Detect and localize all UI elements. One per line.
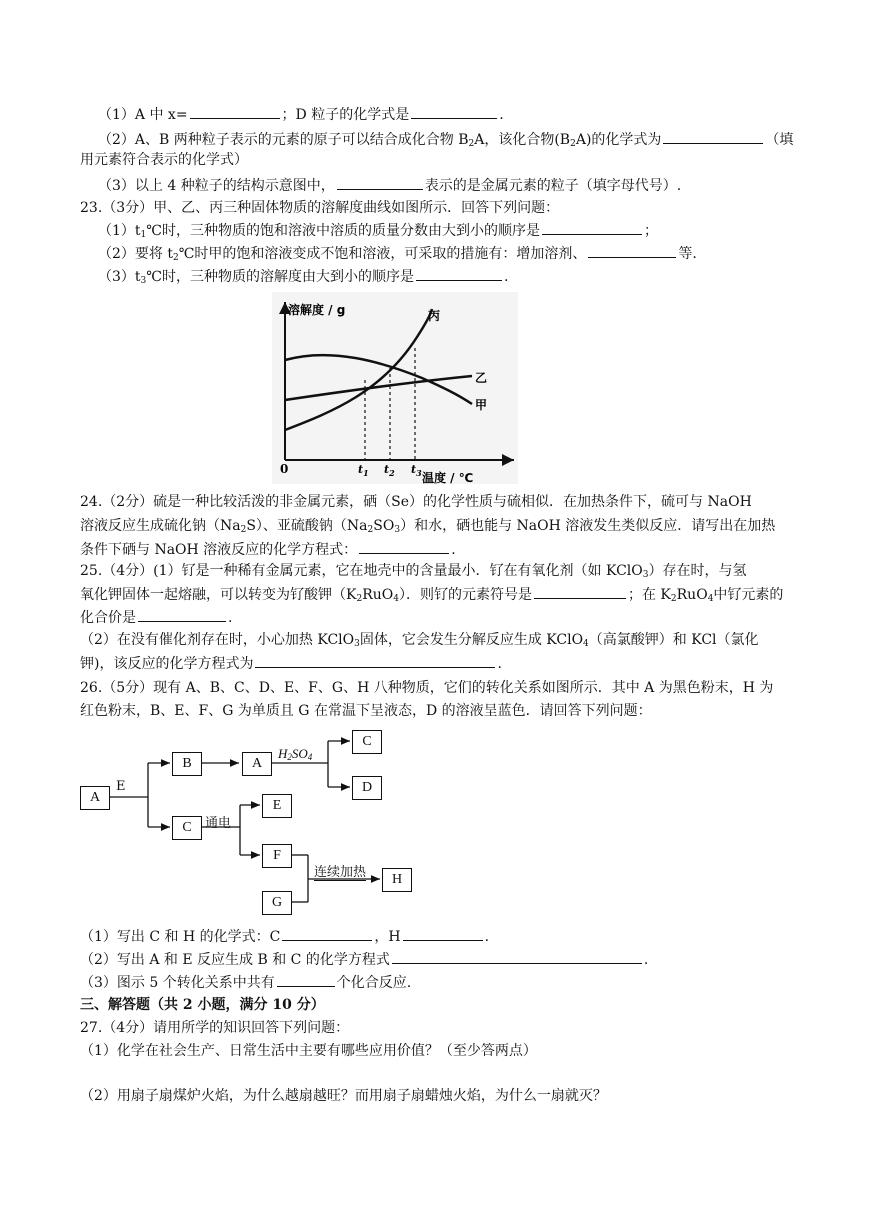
transformation-diagram <box>78 727 438 922</box>
tick-label-t3: $t_3$ <box>411 463 422 478</box>
text: 条件下硒与 NaOH 溶液反应的化学方程式： <box>80 542 358 558</box>
node-C: C <box>172 816 202 840</box>
text: . <box>499 107 504 123</box>
text: H <box>278 746 288 761</box>
node-G: G <box>262 891 292 915</box>
answer-blank[interactable] <box>542 220 642 235</box>
text: . <box>451 542 456 558</box>
y-axis-label: 溶解度 / g <box>288 303 346 317</box>
answer-blank[interactable] <box>282 926 372 941</box>
q24-line1: 24.（2分）硫是一种比较活泼的非金属元素，硒（Se）的化学性质与硫相似．在加热条件下，硫可与 NaOH <box>80 494 752 510</box>
text: 等. <box>678 246 697 262</box>
answer-blank[interactable] <box>190 104 280 119</box>
text: ℃时甲的饱和溶液变成不饱和溶液，可采取的措施有：增加溶剂、 <box>178 246 587 262</box>
subscript: 2 <box>240 525 247 535</box>
text: （3）t <box>98 269 141 285</box>
node-B: B <box>172 752 202 776</box>
q27-part1: （1）化学在社会生产、日常生活中主要有哪些应用价值？（至少答两点） <box>80 1043 537 1059</box>
text: （填 <box>765 132 794 148</box>
text: . <box>497 656 502 672</box>
subscript: 2 <box>570 139 576 149</box>
subscript: 3 <box>394 525 401 535</box>
text: RuO <box>676 587 708 603</box>
q25-line2 <box>80 584 783 609</box>
text: A)的化学式为 <box>575 132 662 148</box>
text: . <box>228 610 233 626</box>
label-h2so4 <box>278 746 312 762</box>
answer-blank[interactable] <box>411 104 497 119</box>
text: （1）写出 C 和 H 的化学式：C <box>80 929 281 945</box>
q25-line3 <box>80 607 232 628</box>
answer-blank[interactable] <box>359 539 449 554</box>
text: 个化合反应. <box>336 975 412 991</box>
text: ；D 粒子的化学式是 <box>281 107 410 123</box>
subscript: 2 <box>670 594 677 604</box>
subscript: 3 <box>140 276 147 286</box>
answer-blank[interactable] <box>588 243 676 258</box>
text: SO <box>373 518 395 534</box>
series-label-jia: 甲 <box>475 398 488 412</box>
node-F: F <box>262 844 292 868</box>
text: . <box>503 269 509 285</box>
text: （2）写出 A 和 E 反应生成 B 和 C 的化学方程式 <box>80 952 390 968</box>
q22-part2-cont: 用元素符合表示的化学式） <box>80 152 248 168</box>
text: ）和水，硒也能与 NaOH 溶液发生类似反应．请写出在加热 <box>400 518 776 534</box>
label-E-reactant: E <box>116 779 126 794</box>
q23-part1 <box>98 220 658 245</box>
q25-line5 <box>80 653 502 674</box>
text: . <box>484 929 490 945</box>
text: （2）在没有催化剂存在时，小心加热 KClO <box>80 632 355 648</box>
answer-blank[interactable] <box>337 175 423 190</box>
text: （2）要将 t <box>98 246 173 262</box>
text: ℃时，三种物质的溶解度由大到小的顺序是 <box>146 269 414 285</box>
q25-line1 <box>80 561 746 585</box>
subscript: 4 <box>307 752 313 762</box>
text: 化合价是 <box>80 610 136 626</box>
series-label-yi: 乙 <box>475 371 488 385</box>
text: 25.（4分）(1）钌是一种稀有金属元素，它在地壳中的含量最小．钌在有氧化剂（如 KClO <box>80 563 643 579</box>
text: 表示的是金属元素的粒子（填字母代号）. <box>424 178 682 194</box>
text: ；在 K <box>627 587 671 603</box>
answer-blank[interactable] <box>403 926 483 941</box>
q22-part1 <box>98 104 504 125</box>
q26-part3 <box>80 972 411 993</box>
text: 钾)，该反应的化学方程式为 <box>80 656 254 672</box>
solubility-chart-svg <box>272 292 518 484</box>
text: ℃时，三种物质的饱和溶液中溶质的质量分数由大到小的顺序是 <box>146 223 540 239</box>
q26-line1: 26.（5分）现有 A、B、C、D、E、F、G、H 八种物质，它们的转化关系如图所示．其中 A 为黑色粉末，H 为 <box>80 680 774 696</box>
q27-heading: 27.（4分）请用所学的知识回答下列问题： <box>80 1020 350 1036</box>
node-A-second: A <box>242 752 272 776</box>
q23-part2 <box>98 243 697 268</box>
answer-blank[interactable] <box>416 266 502 281</box>
node-E: E <box>262 794 292 818</box>
answer-blank[interactable] <box>277 972 335 987</box>
label-continuous-heating: 连续加热 <box>314 861 366 881</box>
node-H: H <box>382 868 412 892</box>
subscript: 3 <box>642 570 649 580</box>
q26-line2: 红色粉末，B、E、F、G 为单质且 G 在常温下呈液态，D 的溶液呈蓝色．请回答下列问题： <box>80 703 652 719</box>
text: ）存在时，与氢 <box>648 563 747 579</box>
text: ； <box>643 223 658 239</box>
subscript: 4 <box>707 594 714 604</box>
series-label-bing: 丙 <box>428 309 441 323</box>
answer-blank[interactable] <box>255 653 495 668</box>
node-A: A <box>80 786 110 810</box>
node-C-top: C <box>352 730 382 754</box>
text: （3）以上 4 种粒子的结构示意图中， <box>98 178 335 194</box>
q23-part3 <box>98 266 508 291</box>
text: （1）A 中 x= <box>98 107 188 123</box>
subscript: 4 <box>583 639 589 649</box>
text: 中钌元素的 <box>713 587 784 603</box>
subscript: 4 <box>393 594 399 604</box>
q24-line2 <box>80 516 775 540</box>
text: A，该化合物(B <box>474 132 571 148</box>
q26-part2 <box>80 949 648 970</box>
q26-part1 <box>80 926 489 947</box>
text: SO <box>291 746 308 761</box>
q22-part3 <box>98 175 681 196</box>
section-heading: 三、解答题（共 2 小题，满分 10 分） <box>80 997 325 1013</box>
text: ）．则钌的元素符号是 <box>398 587 532 603</box>
label-electrolysis: 通电 <box>205 816 232 831</box>
subscript: 1 <box>140 230 147 240</box>
q27-part2: （2）用扇子扇煤炉火焰，为什么越扇越旺？而用扇子扇蜡烛火焰，为什么一扇就灭？ <box>80 1088 607 1104</box>
answer-blank[interactable] <box>392 949 642 964</box>
text: 固体，它会发生分解反应生成 KClO <box>359 632 584 648</box>
text: （2）A、B 两种粒子表示的元素的原子可以结合成化合物 B <box>98 132 469 148</box>
text: ，H <box>374 929 401 945</box>
q24-line3 <box>80 539 456 560</box>
answer-blank[interactable] <box>663 129 763 144</box>
subscript: 2 <box>287 752 292 762</box>
text: S）、亚硫酸钠（Na <box>246 518 368 534</box>
subscript: 2 <box>367 525 374 535</box>
series-line-bing <box>285 309 432 430</box>
tick-label-t2: $t_2$ <box>384 463 395 478</box>
subscript: 2 <box>356 594 363 604</box>
tick-label-t1: $t_1$ <box>358 463 369 478</box>
x-axis-label: 温度 / ℃ <box>422 471 474 484</box>
answer-blank[interactable] <box>138 607 226 622</box>
subscript: 2 <box>468 139 475 149</box>
text: （高氯酸钾）和 KCl（氯化 <box>588 632 759 648</box>
text: （3）图示 5 个转化关系中共有 <box>80 975 275 991</box>
text: RuO <box>362 587 394 603</box>
solubility-chart <box>272 292 518 484</box>
q23-heading: 23.（3分）甲、乙、丙三种固体物质的溶解度曲线如图所示．回答下列问题： <box>80 200 560 216</box>
text: （1）t <box>98 223 141 239</box>
answer-blank[interactable] <box>534 584 626 599</box>
subscript: 3 <box>354 639 360 649</box>
subscript: 2 <box>172 253 179 263</box>
q25-line4 <box>80 630 759 654</box>
node-D: D <box>352 776 382 800</box>
text: . <box>643 952 649 968</box>
origin-label: 0 <box>280 462 289 476</box>
text: 溶液反应生成硫化钠（Na <box>80 518 241 534</box>
text: 氧化钾固体一起熔融，可以转变为钌酸钾（K <box>80 587 357 603</box>
